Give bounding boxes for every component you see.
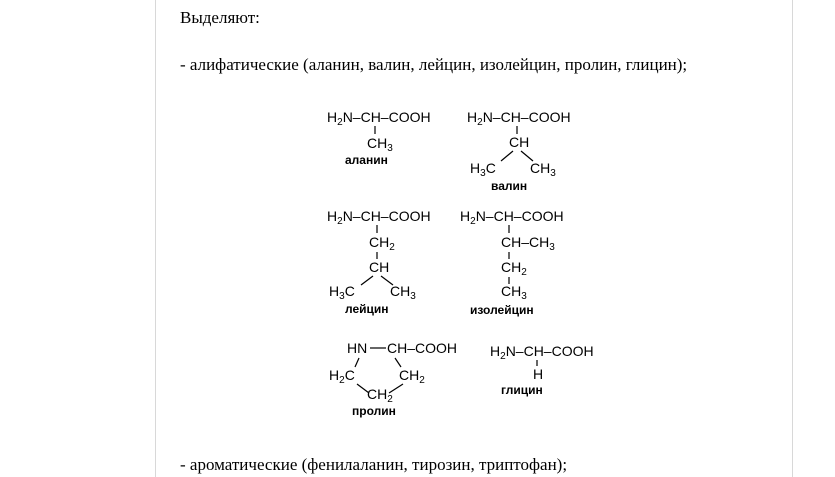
svg-text:HN: HN <box>347 340 368 356</box>
svg-text:CH2: $CH_2$ <box>501 259 527 278</box>
svg-text:CH2: $CH_2$ <box>399 367 425 386</box>
svg-text:H2N–CH–COOH: $H_2N-CH$–COOH <box>327 109 431 128</box>
svg-text:H3C: $H_3C$ <box>329 283 355 302</box>
alanine-structure <box>327 109 431 167</box>
svg-text:CH–COOH: CH–COOH <box>387 340 458 356</box>
isoleucine-structure <box>460 208 564 317</box>
svg-text:CH2: $CH_2$ <box>369 234 395 253</box>
svg-text:CH3: $CH_3$ <box>530 160 556 179</box>
page-left-edge <box>155 0 156 477</box>
proline-label: пролин <box>352 404 396 418</box>
svg-text:CH2: $CH_2$ <box>367 386 393 405</box>
svg-text:H2C: $H_2C$ <box>329 367 355 386</box>
aliphatic-line: - алифатические (аланин, валин, лейцин, изолейцин, пролин, глицин); <box>180 55 688 74</box>
svg-text:H2N–CH–COOH: $H_2N-CH$–COOH <box>490 343 594 362</box>
glycine-label: глицин <box>501 383 543 397</box>
alanine-label: аланин <box>345 153 388 167</box>
svg-text:H3C: $H_3C$ <box>470 160 496 179</box>
svg-text:CH3: $CH_3$ <box>367 135 393 154</box>
glycine-structure <box>490 343 594 397</box>
leucine-structure <box>327 208 431 316</box>
proline-structure <box>329 340 457 418</box>
svg-text:CH: CH <box>509 134 530 150</box>
svg-text:H2N–CH–COOH: $H_2N-CH$–COOH <box>467 109 571 128</box>
valine-structure <box>467 109 571 193</box>
amino-acid-structures-figure <box>315 95 620 425</box>
svg-text:H: H <box>533 366 544 382</box>
svg-text:H2N–CH–COOH: $H_2N-CH$–COOH <box>327 208 431 227</box>
svg-text:CH: CH <box>369 259 390 275</box>
svg-text:CH–CH3: $CH-CH_3$ <box>501 234 555 253</box>
page-right-edge <box>792 0 793 477</box>
aromatic-line: - ароматические (фенилаланин, тирозин, триптофан); <box>180 455 568 474</box>
heading-text: Выделяют: <box>180 8 260 27</box>
valine-label: валин <box>491 179 528 193</box>
isoleucine-label: изолейцин <box>470 303 534 317</box>
leucine-label: лейцин <box>345 302 389 316</box>
structures-svg <box>315 95 620 425</box>
svg-text:CH3: $CH_3$ <box>501 283 527 302</box>
svg-text:CH3: $CH_3$ <box>390 283 416 302</box>
svg-text:H2N–CH–COOH: $H_2N-CH$–COOH <box>460 208 564 227</box>
